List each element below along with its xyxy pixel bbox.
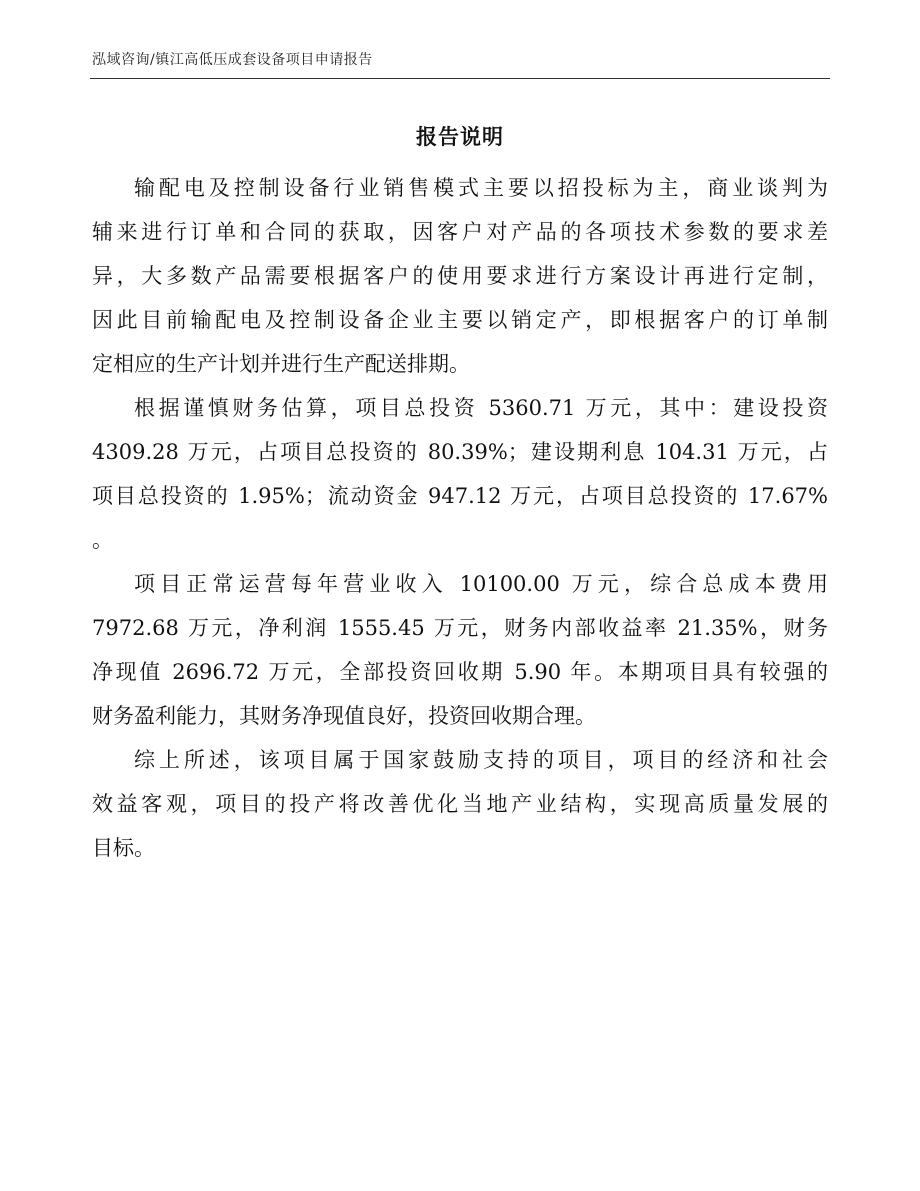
paragraph-line: 项目总投资的 1.95%；流动资金 947.12 万元，占项目总投资的 17.67% (92, 484, 828, 508)
header-rule (90, 78, 830, 79)
document-title: 报告说明 (416, 124, 504, 149)
paragraph-line: 项目正常运营每年营业收入 10100.00 万元，综合总成本费用 (134, 572, 828, 596)
paragraph-line: 目标。 (92, 836, 155, 860)
paragraph-line: 财务盈利能力，其财务净现值良好，投资回收期合理。 (92, 704, 596, 728)
paragraph-line: 定相应的生产计划并进行生产配送排期。 (92, 352, 470, 376)
paragraph-1 (92, 166, 828, 386)
paragraph-line: 辅来进行订单和合同的获取，因客户对产品的各项技术参数的要求差 (92, 220, 828, 244)
paragraph-line: 综上所述，该项目属于国家鼓励支持的项目，项目的经济和社会 (134, 748, 828, 772)
paragraph-line: 7972.68 万元，净利润 1555.45 万元，财务内部收益率 21.35%，财务 (92, 616, 828, 640)
paragraph-line: 效益客观，项目的投产将改善优化当地产业结构，实现高质量发展的 (92, 792, 828, 816)
paragraph-2 (92, 386, 828, 562)
paragraph-line: 净现值 2696.72 万元，全部投资回收期 5.90 年。本期项目具有较强的 (92, 660, 828, 684)
document-body (92, 166, 828, 870)
paragraph-3 (92, 562, 828, 738)
paragraph-line: 根据谨慎财务估算，项目总投资 5360.71 万元，其中：建设投资 (134, 396, 828, 420)
paragraph-line: 输配电及控制设备行业销售模式主要以招投标为主，商业谈判为 (134, 176, 828, 200)
paragraph-line: 因此目前输配电及控制设备企业主要以销定产，即根据客户的订单制 (92, 308, 828, 332)
running-header: 泓域咨询/镇江高低压成套设备项目申请报告 (92, 52, 373, 68)
paragraph-4 (92, 738, 828, 870)
paragraph-line: 。 (92, 528, 113, 552)
paragraph-line: 4309.28 万元，占项目总投资的 80.39%；建设期利息 104.31 万元，占 (92, 440, 828, 464)
paragraph-line: 异，大多数产品需要根据客户的使用要求进行方案设计再进行定制， (92, 264, 828, 288)
